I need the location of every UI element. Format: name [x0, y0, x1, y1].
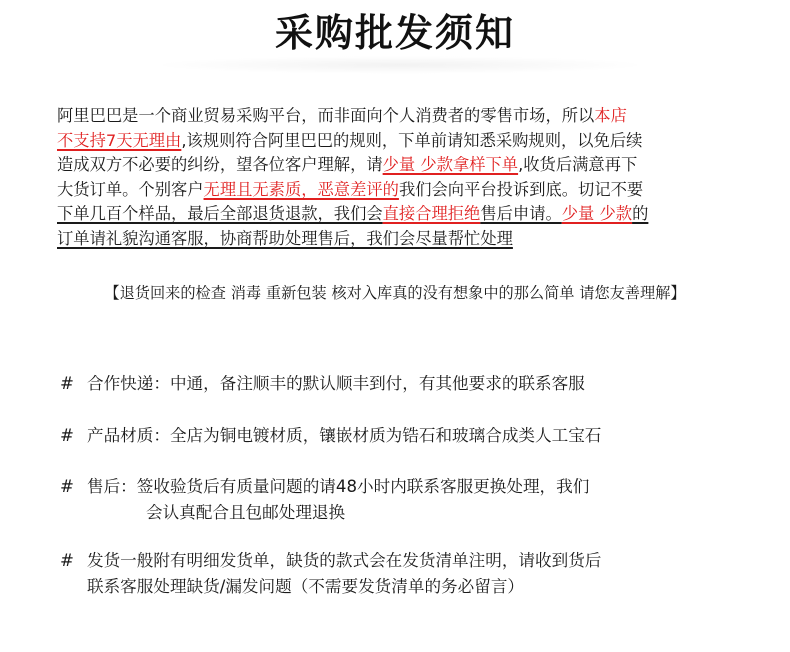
policy-text: 造成双方不必要的纠纷，望各位客户理解，请	[57, 155, 383, 174]
policy-text: 下单几百个样品，最后全部退货退款，我们会	[57, 204, 383, 223]
policy-text: 我们会向平台投诉到底。切记不要	[398, 179, 644, 199]
bullet-text: 合作快递：中通，备注顺丰的默认顺丰到付，有其他要求的联系客服	[87, 374, 585, 393]
policy-text: 订单请礼貌沟通客服，协商帮助处理售后，我们会尽量帮忙处理	[57, 228, 513, 248]
policy-line-6	[57, 227, 757, 252]
purchase-policy-paragraph	[57, 104, 757, 251]
policy-text: ,收货后满意再下	[518, 155, 638, 174]
policy-highlight: 少量 少款拿样下单	[382, 155, 519, 174]
policy-line-5	[57, 202, 757, 227]
policy-text: 的	[632, 204, 649, 223]
page-title: 采购批发须知	[274, 11, 515, 55]
policy-line-1	[57, 104, 757, 129]
title-shadow-decoration	[150, 56, 650, 74]
policy-highlight: 直接合理拒绝	[382, 204, 481, 223]
policy-highlight: 本店	[594, 106, 627, 125]
return-notice: 【退货回来的检查 消毒 重新包装 核对入库真的没有想象中的那么简单 请您友善理解】	[104, 284, 686, 302]
bullet-aftersale	[60, 474, 589, 526]
policy-highlight: 不支持7天无理由	[57, 130, 182, 150]
bullet-marker: #	[60, 374, 74, 393]
bullet-shipping	[60, 548, 601, 600]
bullet-marker: #	[60, 477, 74, 496]
bullet-text: 发货一般附有明细发货单，缺货的款式会在发货清单注明，请收到货后	[87, 551, 602, 570]
bullet-express	[60, 371, 585, 397]
bullet-text: 售后：签收验货后有质量问题的请48小时内联系客服更换处理，我们	[87, 477, 590, 496]
bullet-marker: #	[60, 551, 74, 570]
policy-text: 售后申请。	[480, 204, 562, 223]
policy-highlight: 少量 少款	[561, 204, 633, 223]
policy-text: 阿里巴巴是一个商业贸易采购平台，而非面向个人消费者的零售市场，所以	[57, 106, 595, 125]
bullet-text-continued: 联系客服处理缺货/漏发问题（不需要发货清单的务必留言）	[87, 577, 525, 596]
bullet-text-continued: 会认真配合且包邮处理退换	[146, 503, 346, 522]
bullet-marker: #	[60, 426, 74, 445]
policy-line-3	[57, 153, 757, 178]
policy-line-4	[57, 178, 757, 203]
policy-line-2	[57, 129, 757, 154]
bullet-text: 产品材质：全店为铜电镀材质，镶嵌材质为锆石和玻璃合成类人工宝石	[87, 426, 602, 445]
policy-highlight: 无理且无素质，恶意差评的	[203, 179, 399, 199]
policy-text: ,该规则符合阿里巴巴的规则，下单前请知悉采购规则，以免后续	[181, 130, 643, 150]
bullet-material	[60, 423, 601, 449]
policy-text: 大货订单。个别客户	[57, 179, 204, 199]
